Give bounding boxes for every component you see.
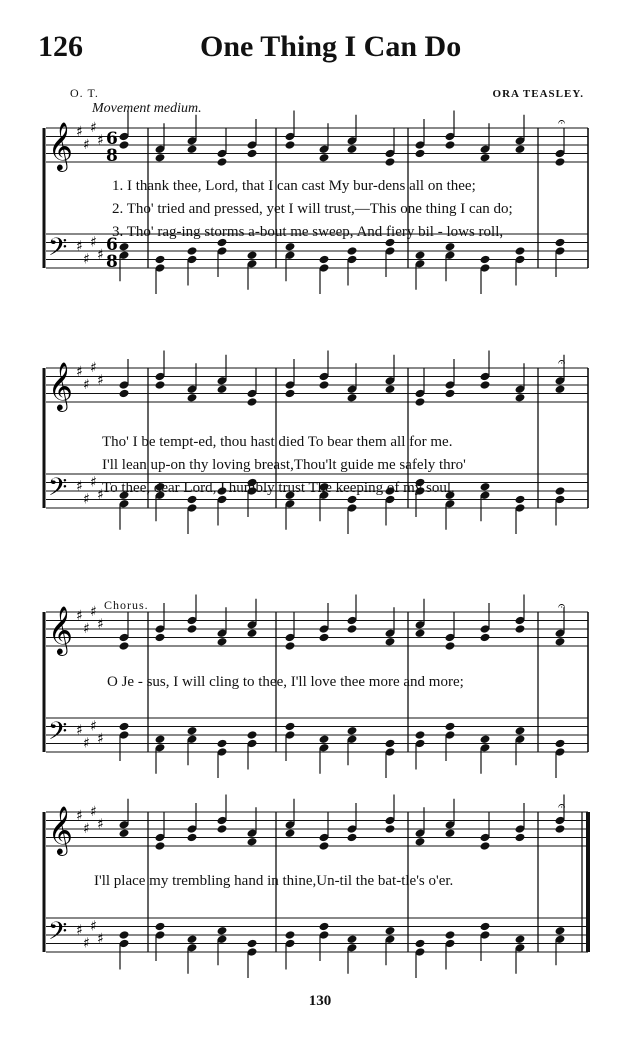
note-head (247, 149, 258, 159)
chorus-line-2: I'll place my trembling hand in thine,Un-til the bat-tle's o'er. (94, 873, 454, 889)
note-head (385, 824, 396, 834)
note-head (155, 841, 166, 851)
note-head (187, 934, 198, 944)
chorus-label: Chorus. (104, 598, 149, 612)
note-head (247, 837, 258, 847)
note-head (187, 246, 198, 256)
note-head (347, 934, 358, 944)
note-head (319, 380, 330, 390)
note-head (415, 149, 426, 159)
sharp-icon: ♯ (76, 808, 83, 824)
note-head (247, 628, 258, 638)
time-signature-top: 6 (106, 129, 118, 149)
sharp-icon: ♯ (76, 922, 83, 939)
sharp-icon: ♯ (76, 722, 83, 739)
note-head (555, 739, 566, 749)
note-head (319, 734, 330, 744)
note-head (119, 242, 130, 252)
sharp-icon: ♯ (97, 487, 104, 503)
note-head (445, 930, 456, 940)
note-head (285, 930, 296, 940)
note-head (515, 624, 526, 634)
sharp-icon: ♯ (83, 136, 90, 153)
note-head (247, 250, 258, 260)
note-head (385, 157, 396, 167)
sharp-icon: ♯ (83, 820, 90, 837)
note-head (555, 238, 566, 248)
tempo-marking: Movement medium. (92, 101, 202, 116)
note-head (480, 380, 491, 390)
sharp-icon: ♯ (83, 376, 90, 393)
note-head (319, 633, 330, 643)
note-head (555, 486, 566, 496)
note-head (155, 922, 166, 932)
note-head (385, 926, 396, 936)
sharp-icon: ♯ (90, 119, 97, 136)
note-head (445, 828, 456, 838)
note-head (385, 637, 396, 647)
note-head (119, 389, 130, 399)
sharp-icon: ♯ (76, 124, 83, 140)
sharp-icon: ♯ (90, 234, 97, 251)
time-signature-top: 6 (106, 235, 118, 255)
note-head (480, 841, 491, 851)
bass-clef-icon: 𝄢 (48, 717, 68, 752)
note-head (555, 384, 566, 394)
fermata-icon: 𝄐 (558, 599, 566, 614)
note-head (480, 153, 491, 163)
time-signature-bottom: 8 (106, 252, 118, 272)
note-head (155, 380, 166, 390)
note-head (285, 242, 296, 252)
sharp-icon: ♯ (90, 803, 97, 820)
note-head (415, 628, 426, 638)
fermata-icon: 𝄐 (558, 355, 566, 370)
note-head (445, 641, 456, 651)
verse-2-line-1: 2. Tho' tried and pressed, yet I will trust,—This one thing I can do; (112, 201, 513, 217)
verse-2-line-2: I'll lean up-on thy loving breast,Thou'lt guide me safely thro' (102, 457, 466, 473)
sharp-icon: ♯ (76, 608, 83, 624)
sharp-icon: ♯ (97, 731, 104, 747)
note-head (155, 633, 166, 643)
note-head (515, 726, 526, 736)
sharp-icon: ♯ (90, 359, 97, 376)
note-head (217, 384, 228, 394)
note-head (415, 939, 426, 949)
fermata-icon: 𝄐 (558, 115, 566, 130)
note-head (480, 922, 491, 932)
note-head (347, 393, 358, 403)
note-head (480, 734, 491, 744)
note-head (187, 624, 198, 634)
note-head (347, 833, 358, 843)
note-head (319, 922, 330, 932)
note-head (247, 730, 258, 740)
fermata-icon: 𝄐 (558, 799, 566, 814)
note-head (319, 255, 330, 265)
note-head (515, 144, 526, 154)
sharp-icon: ♯ (90, 474, 97, 491)
hymn-number: 126 (38, 30, 83, 63)
sharp-icon: ♯ (90, 918, 97, 935)
sharp-icon: ♯ (83, 735, 90, 752)
sharp-icon: ♯ (83, 491, 90, 508)
note-head (415, 250, 426, 260)
sharp-icon: ♯ (97, 616, 104, 633)
note-head (285, 140, 296, 150)
treble-clef-icon: 𝄞 (48, 805, 73, 854)
sharp-icon: ♯ (76, 478, 83, 495)
bass-clef-icon: 𝄢 (48, 917, 68, 952)
treble-clef-icon: 𝄞 (48, 605, 73, 654)
sharp-icon: ♯ (76, 364, 83, 380)
verse-3-line-2: To thee, dear Lord, I humbly trust The keeping of my soul. (102, 480, 455, 496)
note-head (247, 397, 258, 407)
note-head (480, 633, 491, 643)
note-head (415, 397, 426, 407)
note-head (445, 140, 456, 150)
note-head (155, 734, 166, 744)
note-head (347, 624, 358, 634)
note-head (347, 726, 358, 736)
note-head (187, 393, 198, 403)
note-head (385, 739, 396, 749)
note-head (445, 389, 456, 399)
meter-label: O. T. (70, 86, 99, 100)
sharp-icon: ♯ (90, 718, 97, 735)
bass-clef-icon: 𝄢 (48, 473, 68, 508)
note-head (119, 930, 130, 940)
note-head (445, 722, 456, 732)
sharp-icon: ♯ (83, 251, 90, 268)
page-number: 130 (308, 993, 332, 1009)
note-head (415, 837, 426, 847)
note-head (555, 926, 566, 936)
note-head (319, 841, 330, 851)
note-head (480, 255, 491, 265)
chorus-line-1: O Je - sus, I will cling to thee, I'll love thee more and more; (107, 674, 464, 690)
note-head (285, 828, 296, 838)
note-head (555, 637, 566, 647)
note-head (217, 824, 228, 834)
sharp-icon: ♯ (97, 247, 104, 263)
sharp-icon: ♯ (97, 816, 104, 833)
note-head (347, 144, 358, 154)
note-head (445, 242, 456, 252)
note-head (555, 824, 566, 834)
hymn-title: One Thing I Can Do (200, 30, 462, 63)
sharp-icon: ♯ (83, 935, 90, 952)
note-head (187, 833, 198, 843)
note-head (187, 726, 198, 736)
verse-3-line-1: 3. Tho' rag-ing storms a-bout me sweep, And fiery bil - lows roll, (112, 224, 504, 240)
note-head (285, 641, 296, 651)
note-head (515, 246, 526, 256)
note-head (285, 389, 296, 399)
treble-clef-icon: 𝄞 (48, 361, 73, 410)
note-head (247, 939, 258, 949)
verse-1-line-2: Tho' I be tempt-ed, thou hast died To bear them all for me. (102, 434, 453, 450)
note-head (319, 153, 330, 163)
composer-credit: ORA TEASLEY. (492, 88, 584, 100)
note-head (555, 157, 566, 167)
sharp-icon: ♯ (90, 603, 97, 620)
note-head (480, 482, 491, 492)
note-head (119, 641, 130, 651)
note-head (119, 722, 130, 732)
sharp-icon: ♯ (97, 372, 104, 389)
note-head (415, 730, 426, 740)
bass-clef-icon: 𝄢 (48, 233, 68, 268)
note-head (119, 828, 130, 838)
note-head (515, 934, 526, 944)
time-signature-bottom: 8 (106, 146, 118, 166)
note-head (155, 153, 166, 163)
note-head (515, 833, 526, 843)
note-head (285, 722, 296, 732)
note-head (187, 144, 198, 154)
note-head (217, 157, 228, 167)
note-head (217, 926, 228, 936)
note-head (217, 739, 228, 749)
sharp-icon: ♯ (97, 931, 104, 947)
treble-clef-icon: 𝄞 (48, 121, 73, 170)
sharp-icon: ♯ (83, 620, 90, 637)
sharp-icon: ♯ (76, 238, 83, 255)
note-head (385, 384, 396, 394)
sharp-icon: ♯ (97, 132, 104, 149)
note-head (347, 246, 358, 256)
verse-1-line-1: 1. I thank thee, Lord, that I can cast My bur-dens all on thee; (112, 178, 476, 194)
note-head (515, 495, 526, 505)
note-head (119, 140, 130, 150)
note-head (155, 255, 166, 265)
note-head (217, 637, 228, 647)
note-head (515, 393, 526, 403)
